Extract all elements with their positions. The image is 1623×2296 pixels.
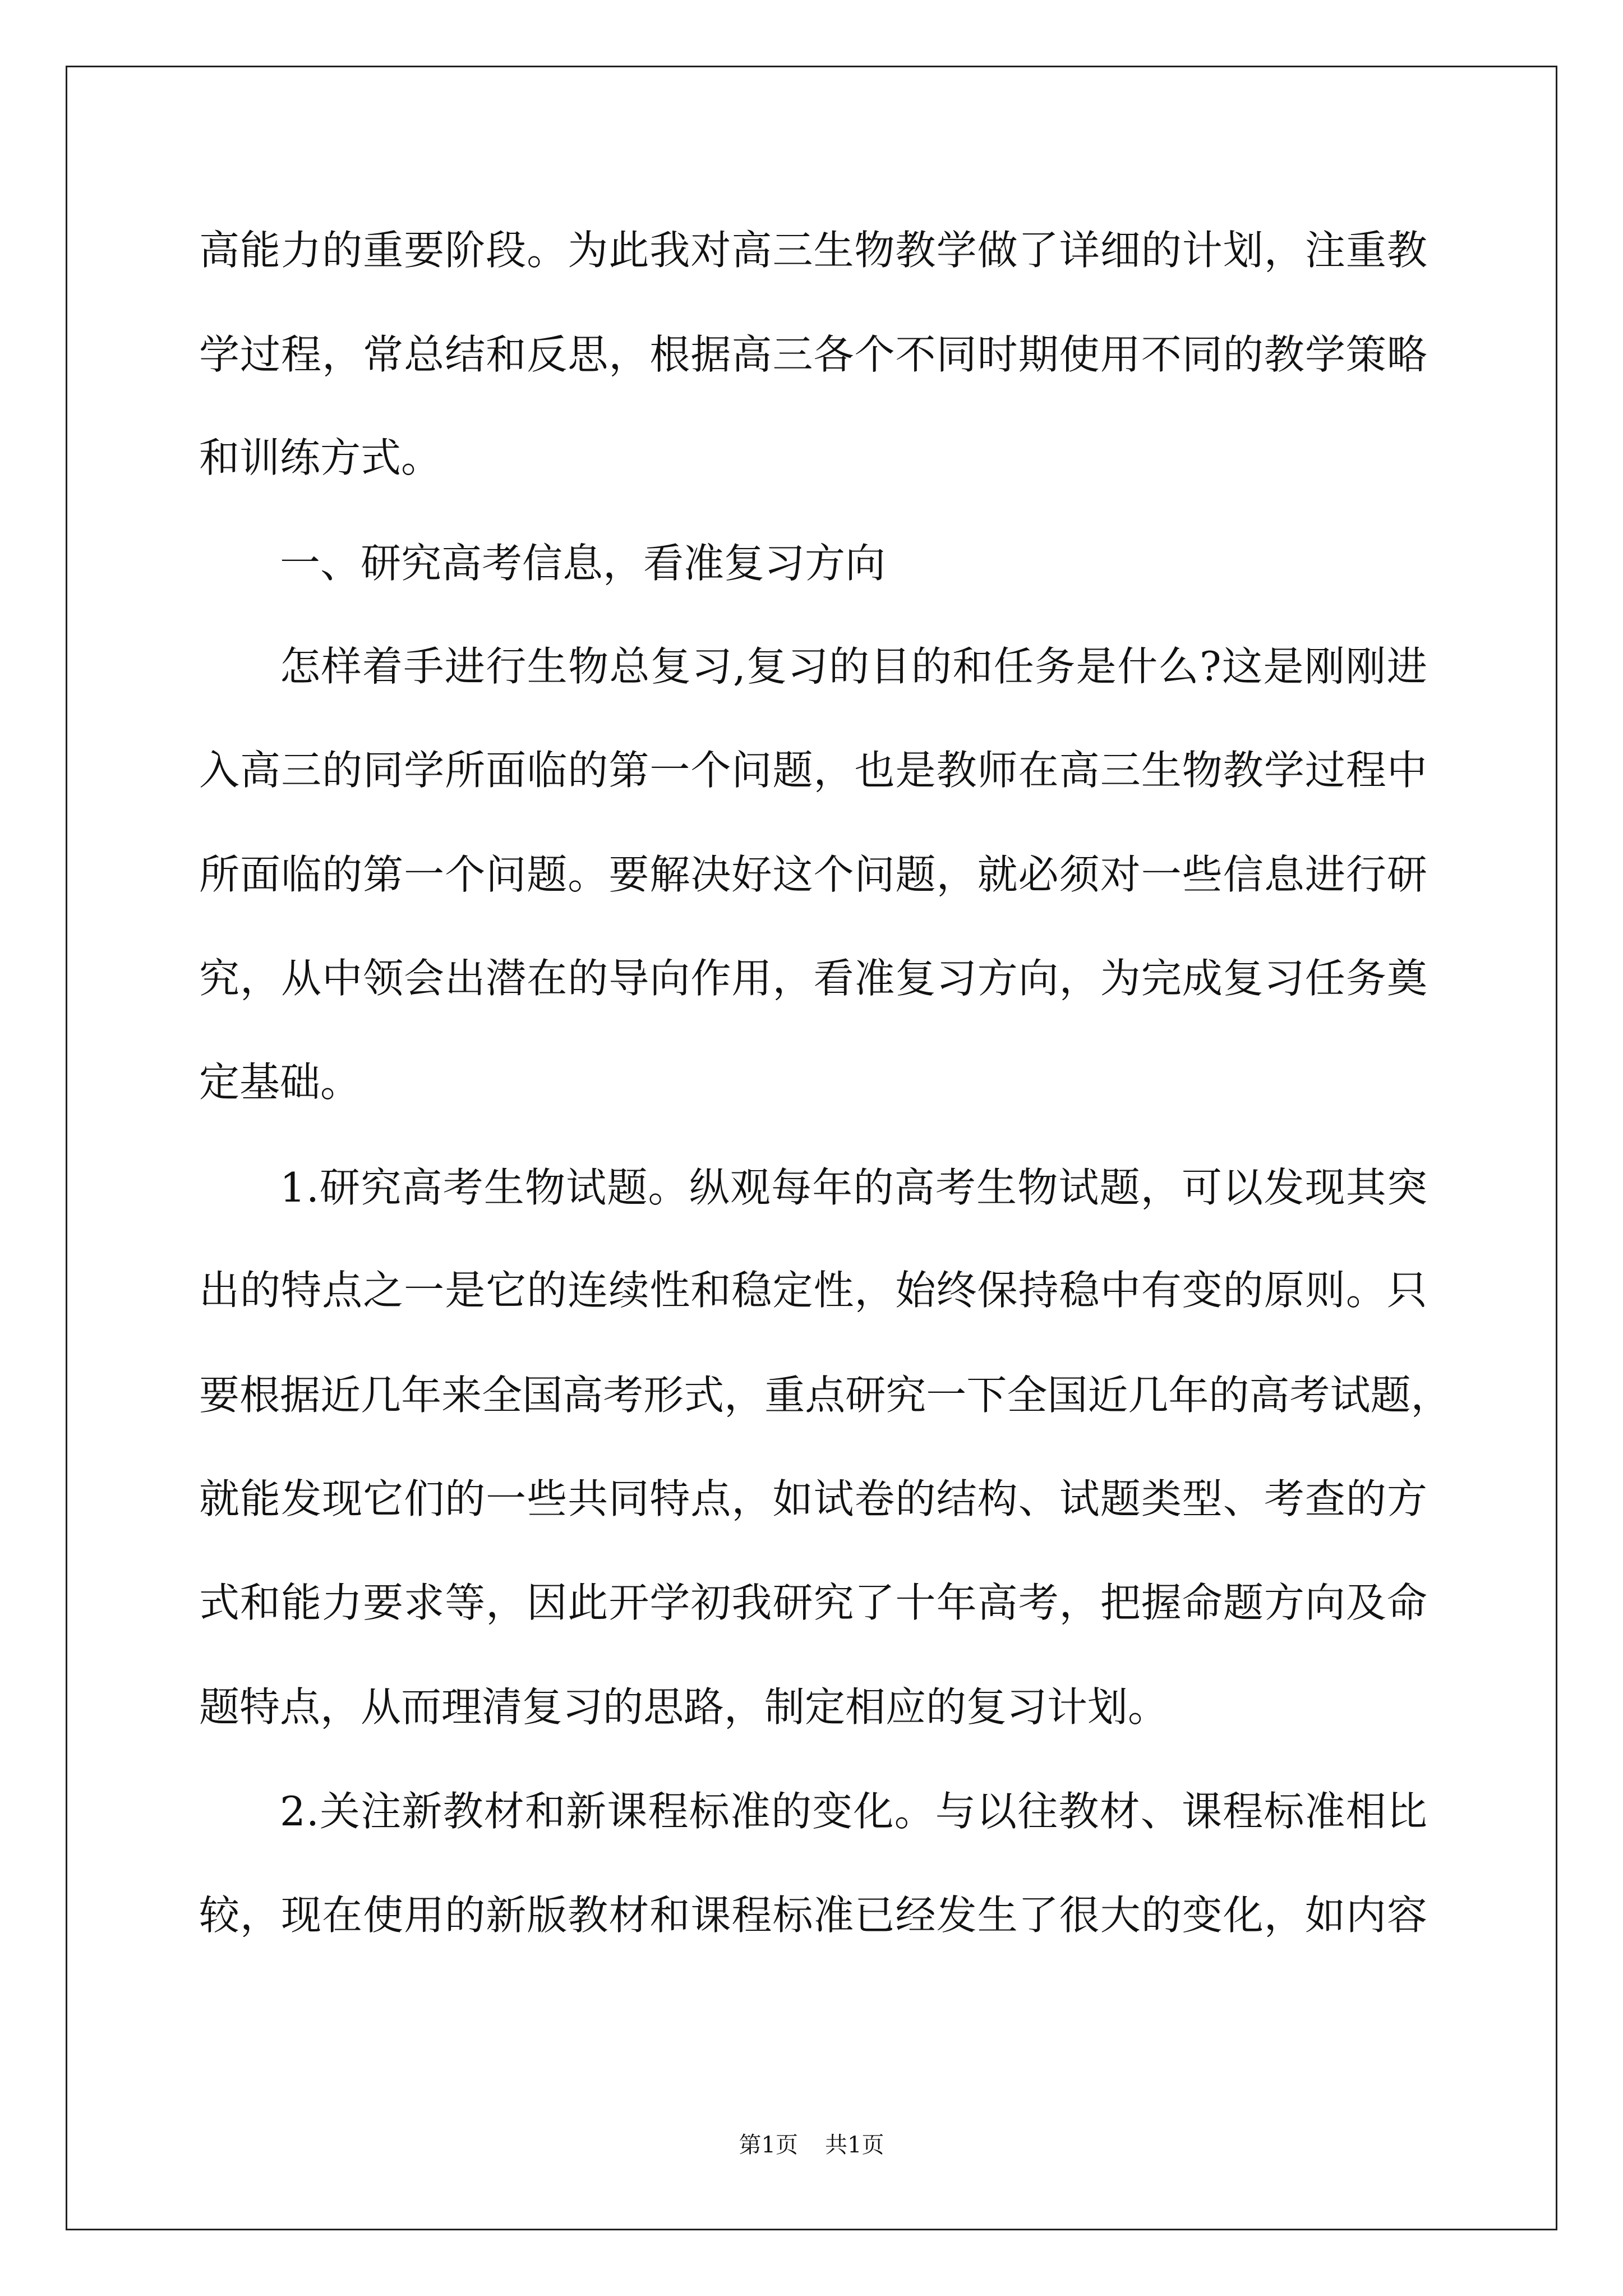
body-line: 入 高 三 的 同 学 所 面 临 的 第 一 个 问 题 ， 也 是 教 师 在 高 三 生 物 教 学 过 程 中	[199, 747, 1427, 794]
body-line: 究 ， 从 中 领 会 出 潜 在 的 导 向 作 用 ， 看 准 复 习 方 向 ， 为 完 成 复 习 任 务 奠	[199, 955, 1427, 1002]
body-line: 式 和 能 力 要 求 等 ， 因 此 开 学 初 我 研 究 了 十 年 高 考 ， 把 握 命 题 方 向 及 命	[199, 1579, 1427, 1626]
body-line: 较 ， 现 在 使 用 的 新 版 教 材 和 课 程 标 准 已 经 发 生 了 很 大 的 变 化 ， 如 内 容	[199, 1892, 1427, 1939]
body-line: 2 . 关 注 新 教 材 和 新 课 程 标 准 的 变 化 。 与 以 往 教 材 、 课 程 标 准 相 比	[280, 1788, 1427, 1835]
section-heading: 一、研究高考信息，看准复习方向	[280, 540, 886, 587]
body-line: 怎 样 着 手 进 行 生 物 总 复 习 , 复 习 的 目 的 和 任 务 是 什 么 ? 这 是 刚 刚 进	[280, 643, 1427, 690]
body-line: 就 能 发 现 它 们 的 一 些 共 同 特 点 ， 如 试 卷 的 结 构 、 试 题 类 型 、 考 查 的 方	[199, 1475, 1427, 1522]
body-line: 高 能 力 的 重 要 阶 段 。 为 此 我 对 高 三 生 物 教 学 做 了 详 细 的 计 划 ， 注 重 教	[199, 227, 1427, 274]
body-line: 出 的 特 点 之 一 是 它 的 连 续 性 和 稳 定 性 ， 始 终 保 持 稳 中 有 变 的 原 则 。 只	[199, 1267, 1427, 1314]
body-line: 定基础。	[199, 1059, 361, 1106]
body-line: 1 . 研 究 高 考 生 物 试 题 。 纵 观 每 年 的 高 考 生 物 试 题 ， 可 以 发 现 其 突	[280, 1164, 1427, 1211]
body-line: 所 面 临 的 第 一 个 问 题 。 要 解 决 好 这 个 问 题 ， 就 必 须 对 一 些 信 息 进 行 研	[199, 851, 1427, 898]
page-number: 第1页	[739, 2132, 798, 2158]
page-footer	[0, 2127, 1623, 2159]
body-line: 学 过 程 ， 常 总 结 和 反 思 ， 根 据 高 三 各 个 不 同 时 期 使 用 不 同 的 教 学 策 略	[199, 331, 1427, 378]
body-line: 要 根 据 近 几 年 来 全 国 高 考 形 式 ， 重 点 研 究 一 下 全 国 近 几 年 的 高 考 试 题 ，	[199, 1372, 1451, 1419]
body-line: 和训练方式。	[199, 434, 442, 481]
body-line: 题特点，从而理清复习的思路，制定相应的复习计划。	[199, 1683, 1169, 1731]
page-total: 共1页	[825, 2132, 884, 2158]
